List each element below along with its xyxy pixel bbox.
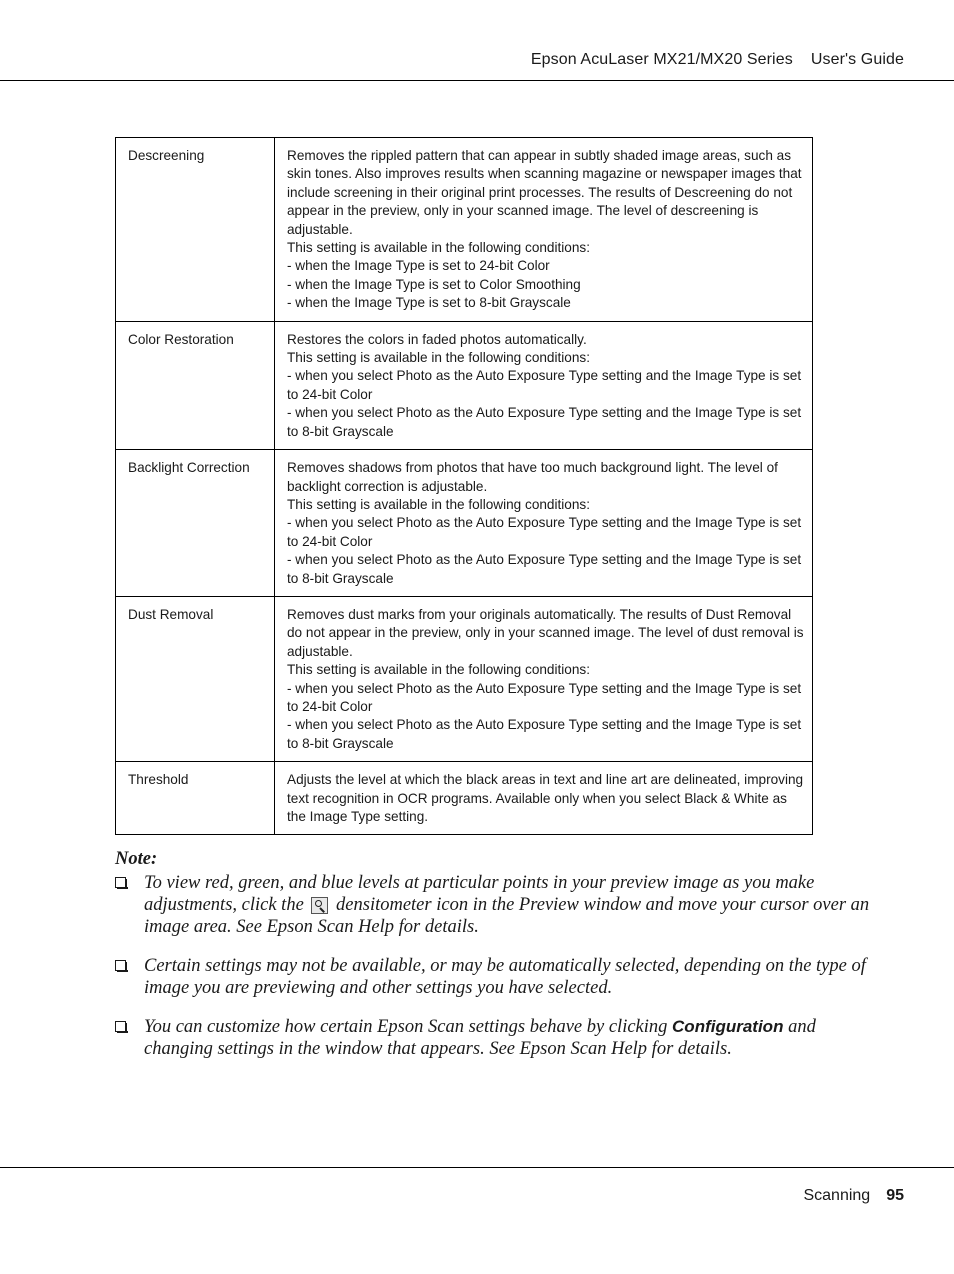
checkbox-bullet-icon	[115, 1021, 126, 1032]
setting-name: Threshold	[116, 762, 275, 835]
running-header	[531, 51, 904, 69]
description-line: Restores the colors in faded photos automatically.	[287, 331, 587, 347]
table-row	[116, 450, 813, 597]
setting-name: Backlight Correction	[116, 450, 275, 597]
table-row	[116, 762, 813, 835]
settings-table	[115, 137, 813, 835]
description-line: This setting is available in the following conditions:	[287, 240, 591, 256]
note-item	[115, 1016, 885, 1060]
table-row	[116, 321, 813, 449]
setting-description	[275, 321, 813, 449]
note-item-text: and changing settings in the window that appears. See Epson Scan Help for details.	[144, 1017, 816, 1059]
note-section	[115, 848, 885, 1077]
description-line: Removes shadows from photos that have too much background light. The level of backlight correction is adjustable.	[287, 460, 778, 494]
checkbox-bullet-icon	[115, 960, 126, 971]
densitometer-icon	[311, 897, 328, 914]
setting-name: Descreening	[116, 138, 275, 322]
description-line: - when you select Photo as the Auto Exposure Type setting and the Image Type is set to 24-bit Color	[287, 515, 802, 549]
description-line: Removes dust marks from your originals automatically. The results of Dust Removal do not appear in the preview, only in your scanned image. The level of dust removal is adjustable.	[287, 606, 804, 659]
header-guide-title: User's Guide	[810, 51, 904, 68]
note-heading: Note:	[115, 849, 158, 869]
setting-description	[275, 596, 813, 761]
note-item-text: To view red, green, and blue levels at particular points in your preview image as you make adjustments, click the	[144, 873, 815, 915]
note-item	[115, 955, 885, 999]
description-line: This setting is available in the following conditions:	[287, 350, 591, 366]
note-item-text: densitometer icon in the Preview window and move your cursor over an image area. See Epson Scan Help for details.	[144, 895, 870, 937]
table-row	[116, 596, 813, 761]
description-line: Adjusts the level at which the black areas in text and line art are delineated, improving text recognition in OCR programs. Available only when you select Black & White as the Image Type setting.	[287, 772, 804, 824]
description-line: - when you select Photo as the Auto Exposure Type setting and the Image Type is set to 8-bit Grayscale	[287, 552, 802, 586]
description-line: - when you select Photo as the Auto Exposure Type setting and the Image Type is set to 8-bit Grayscale	[287, 405, 802, 439]
note-item-text: You can customize how certain Epson Scan settings behave by clicking	[144, 1017, 668, 1037]
footer-rule	[0, 1167, 954, 1168]
configuration-term: Configuration	[672, 1017, 784, 1036]
description-line: Removes the rippled pattern that can appear in subtly shaded image areas, such as skin tones. Also improves results when scanning magazine or newspaper images that include screening in their original print processes. The results of Descreening do not appear in the preview, only in your scanned image. The level of descreening is adjustable.	[287, 148, 802, 237]
note-item	[115, 872, 885, 938]
header-rule	[0, 80, 954, 81]
description-line: - when you select Photo as the Auto Exposure Type setting and the Image Type is set to 24-bit Color	[287, 680, 802, 714]
description-line: - when the Image Type is set to 24-bit Color	[287, 258, 550, 274]
description-line: This setting is available in the following conditions:	[287, 662, 591, 678]
page-number: 95	[886, 1187, 904, 1204]
page-footer	[803, 1187, 904, 1205]
description-line: - when the Image Type is set to 8-bit Grayscale	[287, 295, 571, 311]
footer-section: Scanning	[803, 1187, 871, 1204]
description-line: This setting is available in the following conditions:	[287, 496, 591, 512]
header-product-title: Epson AcuLaser MX21/MX20 Series	[530, 51, 793, 68]
checkbox-bullet-icon	[115, 877, 126, 888]
table-row	[116, 138, 813, 322]
setting-name: Dust Removal	[116, 596, 275, 761]
description-line: - when you select Photo as the Auto Exposure Type setting and the Image Type is set to 24-bit Color	[287, 368, 802, 402]
setting-description	[275, 762, 813, 835]
settings-table-body	[116, 138, 813, 835]
description-line: - when the Image Type is set to Color Smoothing	[287, 276, 581, 292]
setting-description	[275, 138, 813, 322]
description-line: - when you select Photo as the Auto Exposure Type setting and the Image Type is set to 8-bit Grayscale	[287, 717, 802, 751]
note-item-text: Certain settings may not be available, or may be automatically selected, depending on the type of image you are previewing and other settings you have selected.	[144, 956, 866, 998]
setting-name: Color Restoration	[116, 321, 275, 449]
setting-description	[275, 450, 813, 597]
